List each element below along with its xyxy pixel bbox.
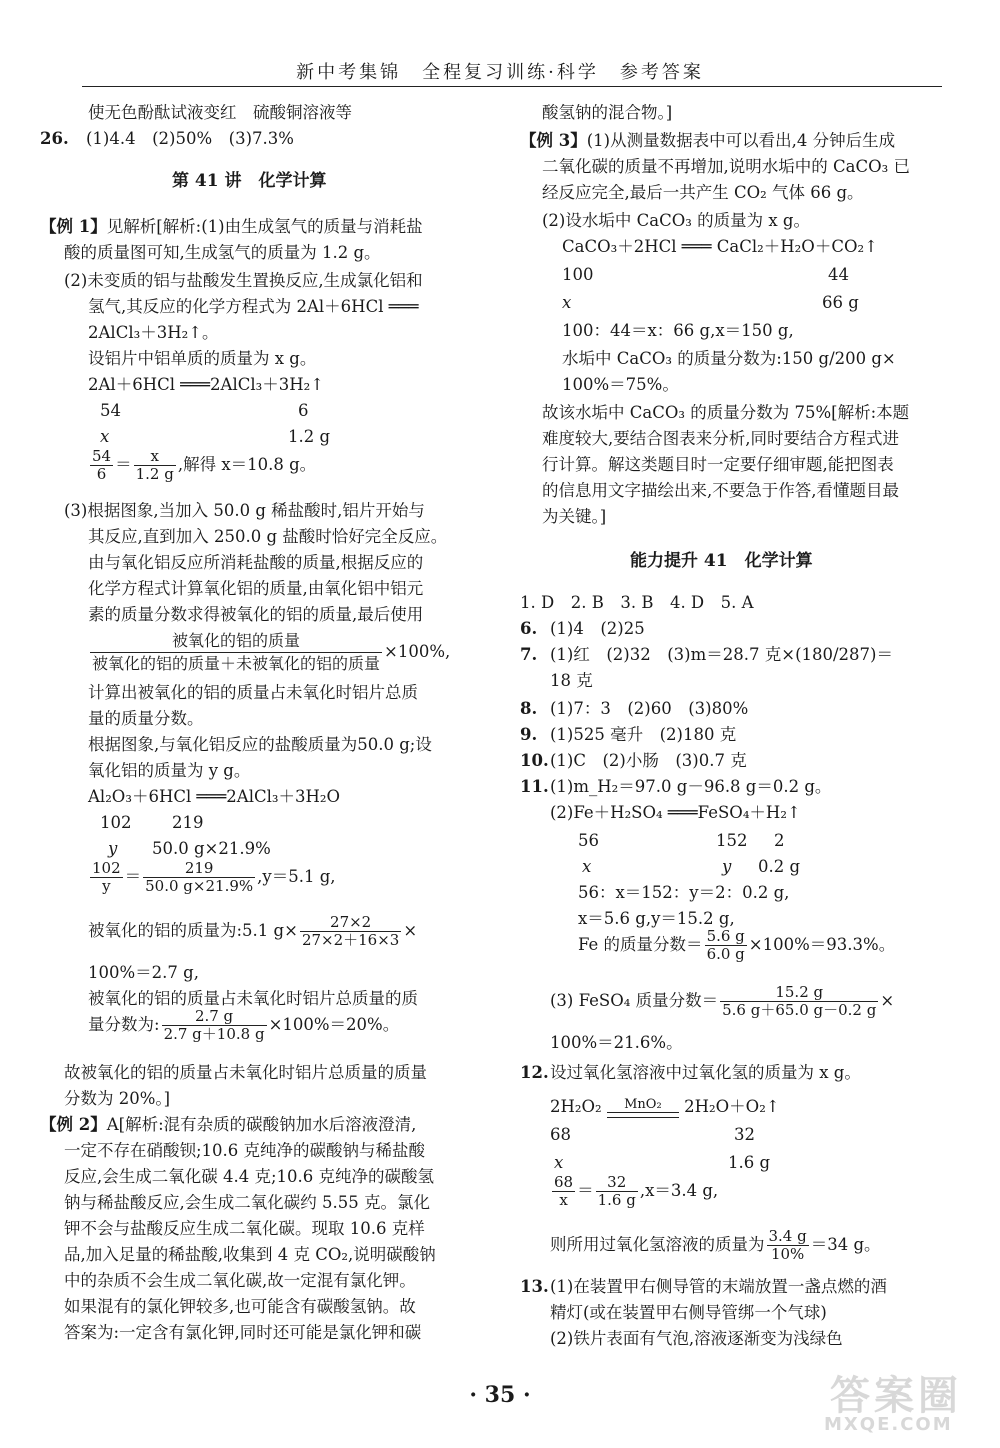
answer-text: (1)在装置甲右侧导管的末端放置一盏点燃的酒	[550, 1277, 887, 1296]
header-title: 新中考集锦 全程复习训练·科学 参考答案	[296, 62, 704, 83]
stoich-value: 2	[774, 831, 785, 850]
example-tag: 【例 3】	[520, 131, 587, 150]
text-line: 二氧化碳的质量不再增加,说明水垢中的 CaCO₃ 已	[542, 157, 910, 176]
numerator: x	[134, 448, 176, 466]
text-line: 一定不存在硝酸钡;10.6 克纯净的碳酸钠与稀盐酸	[64, 1141, 426, 1160]
text: ×	[880, 991, 895, 1010]
text-line: 计算出被氧化的铝的质量占未氧化时铝片总质	[88, 683, 418, 702]
section-title: 能力提升 41 化学计算	[630, 551, 813, 571]
text-line: 其反应,直到加入 250.0 g 盐酸时恰好完全反应。	[88, 527, 448, 546]
text-line: 18 克	[550, 671, 593, 690]
text-line: 钠与稀盐酸反应,会生成二氧化碳约 5.55 克。氯化	[64, 1193, 430, 1212]
fraction-equation: $\frac{54}{6}$ ＝ $\frac{x}{1.2 g}$ ,解得 x＝10.8 g。	[92, 447, 317, 483]
denominator: 10%	[770, 1245, 805, 1263]
text-line: 酸氢钠的混合物。]	[542, 103, 673, 122]
text: 被氧化的铝的质量为:5.1 g×	[88, 921, 298, 940]
text-line: 钾不会与盐酸反应生成二氧化碳。现取 10.6 克样	[64, 1219, 425, 1238]
answer-text: (1)7：3 (2)60 (3)80%	[550, 699, 749, 718]
fraction-equation	[88, 914, 417, 949]
text-line: 氢气,其反应的化学方程式为 2Al＋6HCl ═══	[88, 297, 419, 316]
fraction	[143, 860, 255, 895]
text-line: 行计算。解这类题目时一定要仔细审题,能把图表	[542, 455, 894, 474]
fraction-equation: $\frac{68}{x}$ ＝ $\frac{32}{1.6 g}$ ,x＝3.4 g,	[554, 1173, 719, 1209]
page-number: · 35 ·	[469, 1382, 531, 1408]
denominator: x	[559, 1191, 568, 1209]
text: ×100%＝93.3%。	[748, 935, 896, 954]
equation: CaCO₃＋2HCl ═══ CaCl₂＋H₂O＋CO₂↑	[562, 237, 878, 256]
stoich-value: 50.0 g×21.9%	[152, 839, 271, 858]
text: ＝34 g。	[810, 1235, 881, 1254]
numerator: 15.2 g	[720, 984, 878, 1002]
text-line: 使无色酚酞试液变红 硫酸铜溶液等	[88, 103, 352, 122]
text-line: 的信息用文字描绘出来,不要急于作答,看懂题目最	[542, 481, 899, 500]
text: ,y＝5.1 g,	[257, 867, 336, 886]
text-line: 为关键。]	[542, 507, 607, 526]
question-number: 6.	[520, 619, 538, 638]
stoich-value: 32	[734, 1125, 755, 1144]
text-line: 酸的质量图可知,生成氢气的质量为 1.2 g。	[64, 243, 381, 262]
denominator: 被氧化的铝的质量＋未被氧化的铝的质量	[92, 654, 381, 673]
fraction-equation	[550, 984, 894, 1019]
numerator: 被氧化的铝的质量	[90, 630, 382, 653]
text-line: 被氧化的铝的质量占未氧化时铝片总质量的质	[88, 989, 418, 1008]
question-number: 7.	[520, 645, 538, 664]
example-tag: 【例 2】	[40, 1115, 107, 1134]
question-number: 10.	[520, 751, 549, 770]
text-line: 100%＝75%。	[562, 375, 679, 394]
equation: 2Al＋6HCl ═══2AlCl₃＋3H₂↑	[88, 375, 325, 394]
numerator: 5.6 g	[706, 927, 745, 945]
stoich-value: 152	[716, 831, 748, 850]
fraction	[90, 630, 382, 675]
stoich-value: 44	[828, 265, 849, 284]
denominator: 1.6 g	[597, 1191, 636, 1209]
text: (3) FeSO₄ 质量分数＝	[550, 991, 719, 1010]
section-title: 第 41 讲 化学计算	[172, 171, 327, 191]
text-line: 难度较大,要结合图表来分析,同时要结合方程式进	[542, 429, 899, 448]
text-line: (3)根据图象,当加入 50.0 g 稀盐酸时,铝片开始与	[64, 501, 425, 520]
stoich-value: x	[582, 857, 592, 876]
text-line: x＝5.6 g,y＝15.2 g,	[578, 909, 735, 928]
text-line: 如果混有的氯化钾较多,也可能含有碳酸氢钠。故	[64, 1297, 416, 1316]
answer-text: (1)C (2)小肠 (3)0.7 克	[550, 751, 747, 770]
text-line: (2)未变质的铝与盐酸发生置换反应,生成氯化铝和	[64, 271, 423, 290]
text-line: (2)设水垢中 CaCO₃ 的质量为 x g。	[542, 211, 810, 230]
header-rule	[82, 86, 942, 87]
numerator: 27×2	[300, 914, 401, 932]
text-line: 56：x＝152：y＝2：0.2 g,	[578, 883, 790, 902]
stoich-value: 0.2 g	[758, 857, 801, 876]
text-line: 100%＝2.7 g,	[88, 963, 199, 982]
example-1-line	[40, 216, 423, 238]
answer-line	[520, 750, 747, 772]
text-line: (2)铁片表面有气泡,溶液逐渐变为浅绿色	[550, 1329, 843, 1348]
denominator: 2.7 g＋10.8 g	[163, 1025, 265, 1043]
stoich-value: 1.2 g	[288, 427, 331, 446]
denominator: 27×2＋16×3	[301, 931, 400, 949]
question-number: 13.	[520, 1277, 549, 1296]
stoich-value: 56	[578, 831, 599, 850]
answer-text: (1)525 毫升 (2)180 克	[550, 725, 737, 744]
text-line: 品,加入足量的稀盐酸,收集到 4 克 CO₂,说明碳酸钠	[64, 1245, 436, 1264]
answer-line	[520, 776, 831, 798]
text: ×100%＝20%。	[268, 1015, 400, 1034]
answer-line	[520, 724, 736, 746]
numerator: 3.4 g	[768, 1227, 807, 1245]
stoich-value: 66 g	[822, 293, 859, 312]
watermark-url: MXQE.COM	[824, 1414, 953, 1435]
equation: Al₂O₃＋6HCl ═══2AlCl₃＋3H₂O	[88, 787, 341, 806]
text-line: 量的质量分数。	[88, 709, 204, 728]
question-26	[40, 128, 294, 150]
text: 见解析[解析:(1)由生成氢气的质量与消耗盐	[106, 217, 423, 236]
stoich-value: 54	[100, 401, 121, 420]
denominator: 6	[96, 465, 107, 483]
text-line: 由与氧化铝反应所消耗盐酸的质量,根据反应的	[88, 553, 424, 572]
text-line: 设铝片中铝单质的质量为 x g。	[88, 349, 317, 368]
example-2-line	[40, 1114, 416, 1136]
numerator: 54	[92, 447, 112, 465]
text: 2H₂O₂	[550, 1097, 602, 1116]
answer-line	[520, 618, 645, 640]
stoich-value: x	[562, 293, 572, 312]
text: (1)从测量数据表中可以看出,4 分钟后生成	[586, 131, 896, 150]
text: ,x＝3.4 g,	[639, 1181, 719, 1200]
stoich-value: 219	[172, 813, 204, 832]
text-line: 100：44＝x：66 g,x＝150 g,	[562, 321, 794, 340]
example-tag: 【例 1】	[40, 217, 107, 236]
stoich-value: y	[722, 857, 732, 876]
answer-text: (1)红 (2)32 (3)m＝28.7 克×(180/287)＝	[550, 645, 893, 664]
stoich-value: x	[100, 427, 110, 446]
question-number: 26.	[40, 129, 69, 148]
text-line: 中的杂质不会生成二氧化碳,故一定混有氯化钾。	[64, 1271, 416, 1290]
answer-line	[520, 1276, 887, 1298]
answer-text: (1)4.4 (2)50% (3)7.3%	[85, 129, 294, 148]
text-line: 故该水垢中 CaCO₃ 的质量分数为 75%[解析:本题	[542, 403, 910, 422]
answer-line: 1. D 2. B 3. B 4. D 5. A	[520, 593, 754, 612]
text: A[解析:混有杂质的碳酸钠加水后溶液澄清,	[106, 1115, 417, 1134]
stoich-value: 1.6 g	[728, 1153, 771, 1172]
denominator: 1.2 g	[135, 465, 174, 483]
text-line: 经反应完全,最后一共产生 CO₂ 气体 66 g。	[542, 183, 864, 202]
fraction	[90, 860, 123, 895]
stoich-value: x	[554, 1153, 564, 1172]
watermark-logo	[810, 1370, 980, 1440]
fraction	[300, 914, 401, 949]
answer-text: (1)m_H₂＝97.0 g－96.8 g＝0.2 g。	[550, 777, 832, 796]
text-line: 水垢中 CaCO₃ 的质量分数为:150 g/200 g×	[562, 349, 896, 368]
fraction-equation: $\frac{102}{y}$ ＝ $\frac{219}{50.0 g\times 21.9\%}$ ,y＝5.1 g,	[92, 859, 336, 895]
text-line: 答案为:一定含有氯化钾,同时还可能是氯化钾和碳	[64, 1323, 422, 1342]
question-number: 8.	[520, 699, 538, 718]
denominator: 6.0 g	[706, 945, 745, 963]
fraction	[767, 1228, 809, 1263]
answer-text: 设过氧化氢溶液中过氧化氢的质量为 x g。	[550, 1063, 861, 1082]
answer-line	[520, 698, 748, 720]
fraction	[90, 448, 113, 483]
numerator: 2.7 g	[162, 1008, 267, 1026]
text: 2H₂O＋O₂↑	[684, 1097, 780, 1116]
question-number: 12.	[520, 1063, 549, 1082]
stoich-value: 6	[298, 401, 309, 420]
fraction-equation	[88, 1008, 399, 1043]
text: Fe 的质量分数＝	[578, 935, 703, 954]
denominator: 50.0 g×21.9%	[145, 877, 254, 895]
answer-line	[520, 1062, 861, 1084]
text-line: 氧化铝的质量为 y g。	[88, 761, 251, 780]
numerator: 219	[143, 860, 255, 878]
answer-text: (1)4 (2)25	[550, 619, 645, 638]
example-3-line	[520, 130, 895, 152]
stoich-value: 102	[100, 813, 132, 832]
text-line: 故被氧化的铝的质量占未氧化时铝片总质量的质量	[64, 1063, 427, 1082]
equation: (2)Fe＋H₂SO₄ ═══FeSO₄＋H₂↑	[550, 803, 801, 822]
text: ,解得 x＝10.8 g。	[177, 455, 317, 474]
text-line: 反应,会生成二氧化碳 4.4 克;10.6 克纯净的碳酸氢	[64, 1167, 435, 1186]
numerator: 68	[554, 1173, 574, 1191]
text: 量分数为:	[88, 1015, 160, 1034]
equation: 2AlCl₃＋3H₂↑。	[88, 323, 219, 342]
catalyst: MnO₂	[607, 1098, 679, 1113]
fraction	[705, 928, 747, 963]
stoich-value: 100	[562, 265, 594, 284]
catalyst-arrow	[607, 1098, 679, 1118]
numerator: 102	[92, 859, 121, 877]
question-number: 9.	[520, 725, 538, 744]
fraction	[596, 1174, 638, 1209]
watermark-text: 答案圈	[830, 1373, 962, 1419]
text-line: 分数为 20%。]	[64, 1089, 171, 1108]
text-line: 化学方程式计算氧化铝的质量,由氧化铝中铝元	[88, 579, 424, 598]
text-line: 根据图象,与氧化铝反应的盐酸质量为50.0 g;设	[88, 735, 432, 754]
fraction-equation	[88, 630, 450, 675]
text-line: 精灯(或在装置甲右侧导管绑一个气球)	[550, 1303, 827, 1322]
fraction	[552, 1174, 575, 1209]
stoich-value: 68	[550, 1125, 571, 1144]
text: 则所用过氧化氢溶液的质量为	[550, 1235, 765, 1254]
fraction-equation	[578, 928, 895, 963]
question-number: 11.	[520, 777, 549, 796]
stoich-value: y	[108, 839, 118, 858]
text-line: 100%＝21.6%。	[550, 1033, 683, 1052]
answer-line	[520, 644, 893, 666]
text: ×	[403, 921, 418, 940]
denominator: 5.6 g＋65.0 g－0.2 g	[722, 1001, 877, 1019]
fraction	[162, 1008, 267, 1043]
text: ×100%,	[384, 642, 451, 661]
fraction	[720, 984, 878, 1019]
fraction-equation	[550, 1228, 881, 1263]
denominator: y	[102, 877, 111, 895]
fraction	[134, 448, 176, 483]
equation	[550, 1096, 780, 1118]
numerator: 32	[596, 1174, 638, 1192]
text-line: 素的质量分数求得被氧化的铝的质量,最后使用	[88, 605, 424, 624]
